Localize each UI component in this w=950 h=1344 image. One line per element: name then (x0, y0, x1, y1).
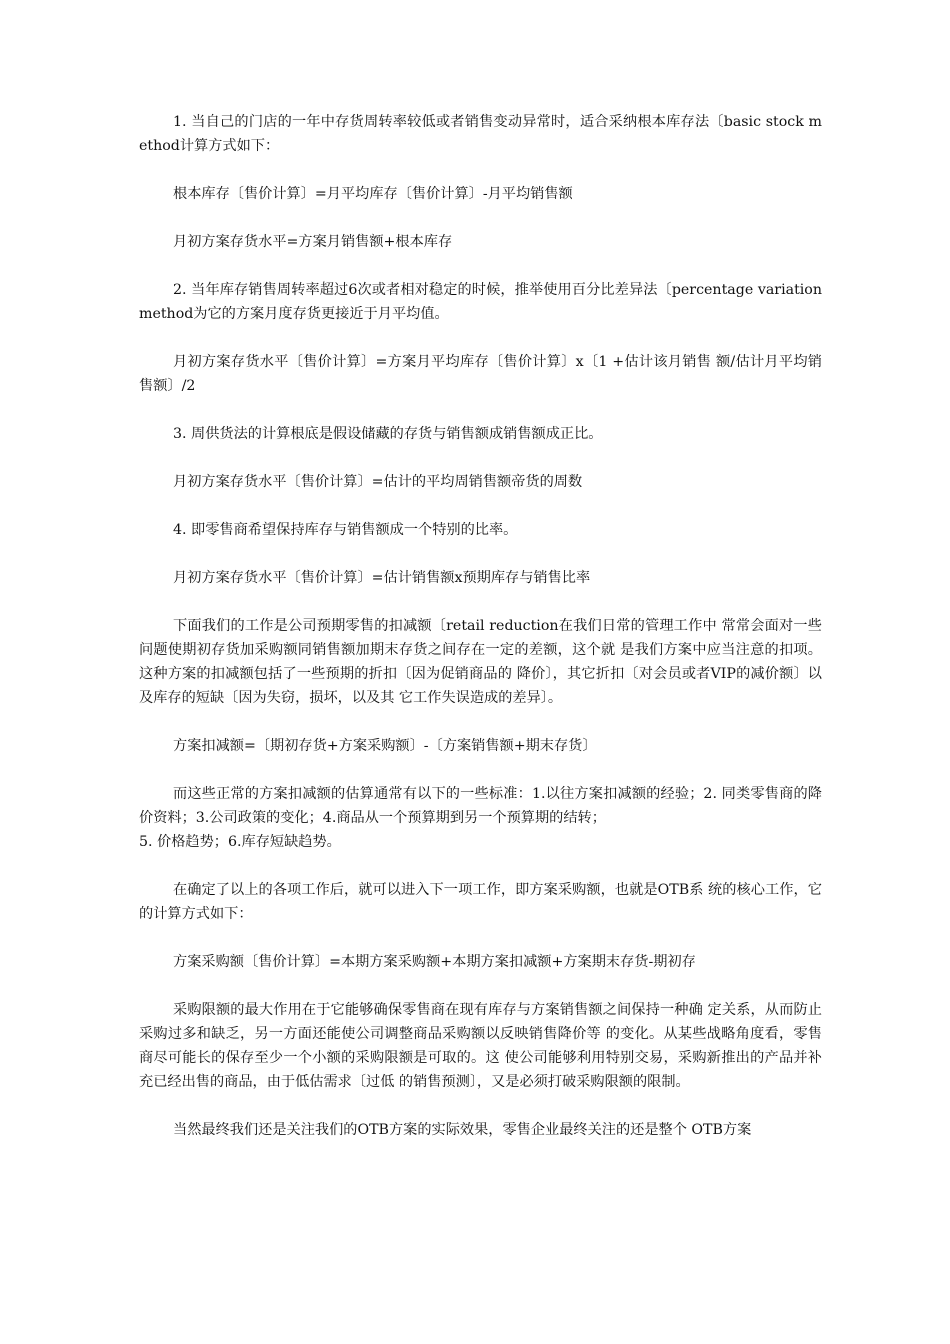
formula-month-start-inventory-1: 月初方案存货水平=方案月销售额+根本库存 (173, 234, 453, 250)
paragraph-percentage-variation-method: 2. 当年库存销售周转率超过6次或者相对稳定的时候，推举使用百分比差异法〔percentage variation method为它的方案月度存货更接近于月平均值。 (139, 282, 822, 322)
paragraph-weekly-supply-method: 3. 周供货法的计算根底是假设储藏的存货与销售额成销售额成正比。 (173, 426, 603, 442)
formula-planned-reduction: 方案扣减额=〔期初存货+方案采购额〕-〔方案销售额+期末存货〕 (173, 738, 597, 754)
formula-basic-stock: 根本库存〔售价计算〕=月平均库存〔售价计算〕-月平均销售额 (173, 186, 573, 202)
formula-month-start-inventory-2: 月初方案存货水平〔售价计算〕=方案月平均库存〔售价计算〕x〔1 +估计该月销售 额/估计月平均销售额〕/2 (139, 354, 822, 394)
paragraph-reduction-standards-cont: 5. 价格趋势；6.库存短缺趋势。 (139, 834, 341, 850)
paragraph-stock-sales-ratio: 4. 即零售商希望保持库存与销售额成一个特别的比率。 (173, 522, 518, 538)
paragraph-basic-stock-method: 1. 当自己的门店的一年中存货周转率较低或者销售变动异常时，适合采纳根本库存法〔basic stock method计算方式如下： (139, 114, 822, 154)
paragraph-reduction-standards: 而这些正常的方案扣减额的估算通常有以下的一些标准：1.以往方案扣减额的经验；2. 同类零售商的降价资料；3.公司政策的变化；4.商品从一个预算期到另一个预算期的结转； (139, 786, 822, 826)
paragraph-otb-effect: 当然最终我们还是关注我们的OTB方案的实际效果，零售企业最终关注的还是整个 OTB方案 (173, 1122, 752, 1138)
formula-planned-purchase: 方案采购额〔售价计算〕=本期方案采购额+本期方案扣减额+方案期末存货-期初存 (173, 954, 696, 970)
document-body (139, 110, 822, 1166)
paragraph-purchase-limit: 采购限额的最大作用在于它能够确保零售商在现有库存与方案销售额之间保持一种确 定关系，从而防止采购过多和缺乏，另一方面还能使公司调整商品采购额以反映销售降价等 的变化。从某些战略角度看，零售商尽可能长的保存至少一个小额的采购限额是可取的。这 使公司能够利用特别交易，采购新推出的产品并补充已经出售的商品，由于低估需求〔过低 的销售预测〕，又是必须打破采购限额的限制。 (139, 1002, 822, 1090)
paragraph-retail-reduction: 下面我们的工作是公司预期零售的扣减额〔retail reduction在我们日常的管理工作中 常常会面对一些问题使期初存货加采购额同销售额加期末存货之间存在一定的差额，这个就 是我们方案中应当注意的扣项。这种方案的扣减额包括了一些预期的折扣〔因为促销商品的 降价〕，其它折扣〔对会员或者VIP的减价额〕以及库存的短缺〔因为失窃，损坏，以及其 它工作失误造成的差异〕。 (139, 618, 822, 706)
formula-month-start-inventory-3: 月初方案存货水平〔售价计算〕=估计的平均周销售额帝货的周数 (173, 474, 583, 490)
paragraph-otb-intro: 在确定了以上的各项工作后，就可以进入下一项工作，即方案采购额，也就是OTB系 统的核心工作，它的计算方式如下： (139, 882, 822, 922)
formula-month-start-inventory-4: 月初方案存货水平〔售价计算〕=估计销售额x预期库存与销售比率 (173, 570, 591, 586)
